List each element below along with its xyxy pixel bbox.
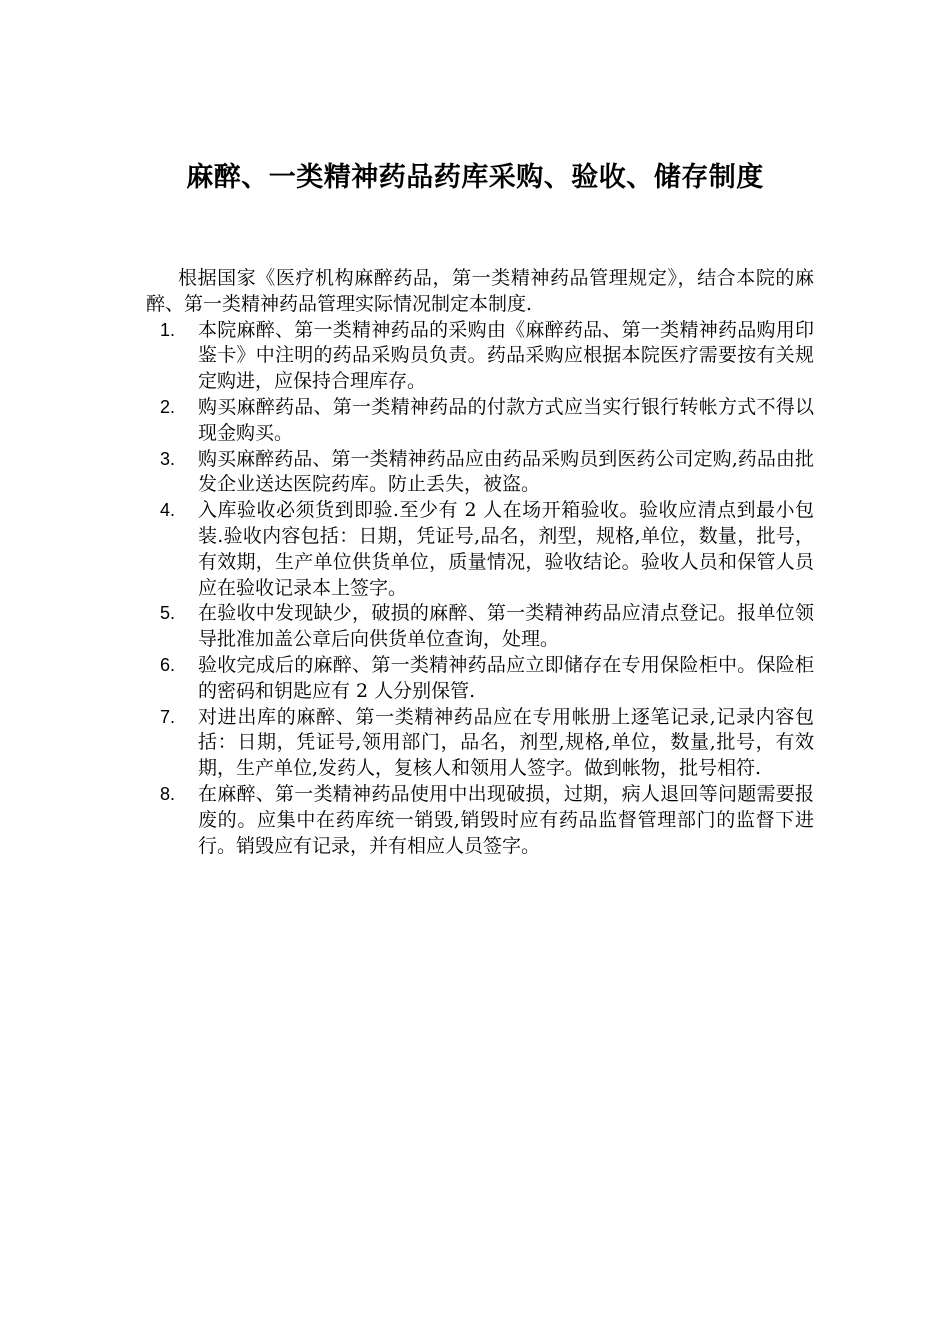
rule-number: 8. — [160, 783, 176, 804]
rule-number: 5. — [160, 603, 176, 624]
rule-number: 3. — [160, 448, 176, 469]
rule-text: 在验收中发现缺少，破损的麻醉、第一类精神药品应清点登记。报单位领导批准加盖公章后向供货单位查询，处理。 — [198, 602, 814, 651]
rule-item — [146, 653, 814, 705]
rule-item — [146, 447, 814, 499]
rule-text: 购买麻醉药品、第一类精神药品应由药品采购员到医药公司定购,药品由批发企业送达医院药库。防止丢失，被盗。 — [198, 447, 814, 496]
rule-item — [146, 705, 814, 782]
rule-number: 1. — [160, 319, 176, 340]
document-title: 麻醉、一类精神药品药库采购、验收、储存制度 — [186, 162, 764, 193]
rules-list — [146, 318, 814, 860]
rule-text: 入库验收必须货到即验.至少有 2 人在场开箱验收。验收应清点到最小包装.验收内容包括：日期，凭证号,品名，剂型，规格,单位，数量，批号，有效期，生产单位供货单位，质量情况，验收结论。验收人员和保管人员应在验收记录本上签字。 — [198, 499, 814, 599]
document-body — [146, 266, 814, 859]
rule-number: 4. — [160, 500, 176, 521]
rule-item — [146, 395, 814, 447]
rule-number: 7. — [160, 706, 176, 727]
rule-number: 6. — [160, 654, 176, 675]
rule-text: 验收完成后的麻醉、第一类精神药品应立即储存在专用保险柜中。保险柜的密码和钥匙应有 2 人分别保管. — [198, 653, 814, 702]
rule-number: 2. — [160, 396, 176, 417]
rule-item — [146, 782, 814, 859]
rule-item — [146, 498, 814, 601]
intro-paragraph: 根据国家《医疗机构麻醉药品，第一类精神药品管理规定》，结合本院的麻醉、第一类精神药品管理实际情况制定本制度. — [146, 267, 814, 315]
rule-item — [146, 601, 814, 653]
rule-text: 在麻醉、第一类精神药品使用中出现破损，过期，病人退回等问题需要报废的。应集中在药库统一销毁,销毁时应有药品监督管理部门的监督下进行。销毁应有记录，并有相应人员签字。 — [198, 782, 814, 857]
rule-text: 本院麻醉、第一类精神药品的采购由《麻醉药品、第一类精神药品购用印鉴卡》中注明的药品采购员负责。药品采购应根据本院医疗需要按有关规定购进，应保持合理库存。 — [198, 318, 814, 393]
rule-item — [146, 318, 814, 395]
rule-text: 购买麻醉药品、第一类精神药品的付款方式应当实行银行转帐方式不得以现金购买。 — [198, 395, 814, 444]
rule-text: 对进出库的麻醉、第一类精神药品应在专用帐册上逐笔记录,记录内容包括：日期，凭证号,领用部门，品名，剂型,规格,单位，数量,批号，有效期，生产单位,发药人，复核人和领用人签字。做到帐物，批号相符. — [198, 705, 814, 780]
